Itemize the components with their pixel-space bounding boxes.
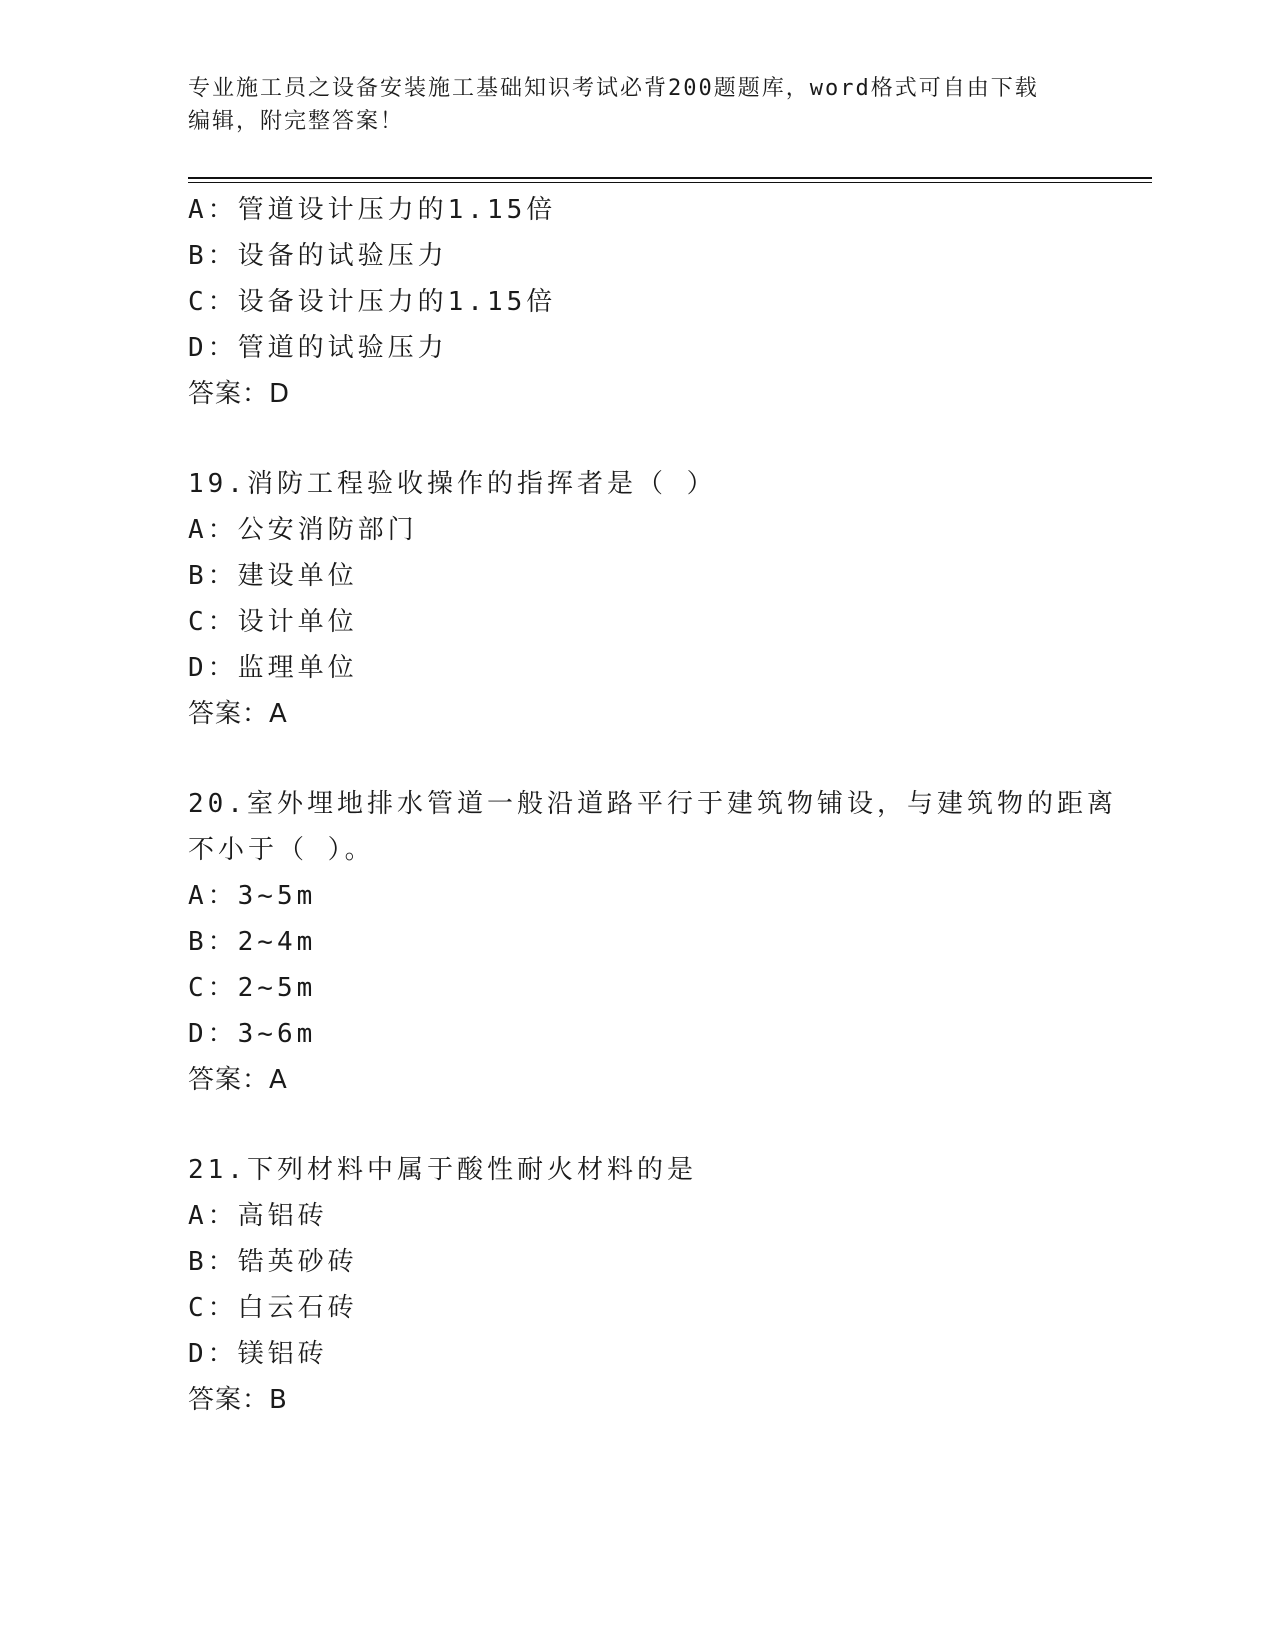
option-b: B：锆英砂砖 — [188, 1247, 358, 1277]
question-spacer — [188, 737, 1152, 781]
option-d: D：监理单位 — [188, 653, 358, 683]
option-d: D：3~6m — [188, 1019, 317, 1049]
header-title-line-2: 编辑，附完整答案！ — [188, 109, 405, 134]
header-divider-thin — [188, 182, 1152, 183]
question-block-19 — [188, 461, 1152, 737]
option-b: B：设备的试验压力 — [188, 241, 448, 271]
question-spacer — [188, 1103, 1152, 1147]
option-c: C：设备设计压力的1.15倍 — [188, 287, 557, 317]
option-a: A：管道设计压力的1.15倍 — [188, 195, 557, 225]
option-a: A：3~5m — [188, 881, 317, 911]
question-block-continued — [188, 187, 1152, 417]
question-stem: 21.下列材料中属于酸性耐火材料的是 — [188, 1155, 697, 1185]
document-header — [188, 72, 1088, 138]
option-b: B：建设单位 — [188, 561, 358, 591]
question-stem: 19.消防工程验收操作的指挥者是（ ） — [188, 469, 717, 499]
question-spacer — [188, 417, 1152, 461]
question-block-21 — [188, 1147, 1152, 1423]
option-a: A：高铝砖 — [188, 1201, 328, 1231]
option-c: C：2~5m — [188, 973, 317, 1003]
header-divider-thick — [188, 177, 1152, 179]
header-title-line-1: 专业施工员之设备安装施工基础知识考试必背200题题库，word格式可自由下载 — [188, 76, 1039, 101]
answer-line: 答案：A — [188, 1065, 288, 1095]
option-b: B：2~4m — [188, 927, 317, 957]
answer-line: 答案：A — [188, 699, 288, 729]
option-c: C：设计单位 — [188, 607, 358, 637]
question-stem: 20.室外埋地排水管道一般沿道路平行于建筑物铺设，与建筑物的距离 — [188, 789, 1117, 819]
question-stem-continued: 不小于（ ）。 — [188, 835, 375, 865]
option-d: D：管道的试验压力 — [188, 333, 448, 363]
answer-line: 答案：D — [188, 379, 291, 409]
option-d: D：镁铝砖 — [188, 1339, 328, 1369]
option-c: C：白云石砖 — [188, 1293, 358, 1323]
question-list — [188, 187, 1152, 1423]
answer-line: 答案：B — [188, 1385, 288, 1415]
option-a: A：公安消防部门 — [188, 515, 418, 545]
question-block-20 — [188, 781, 1152, 1103]
